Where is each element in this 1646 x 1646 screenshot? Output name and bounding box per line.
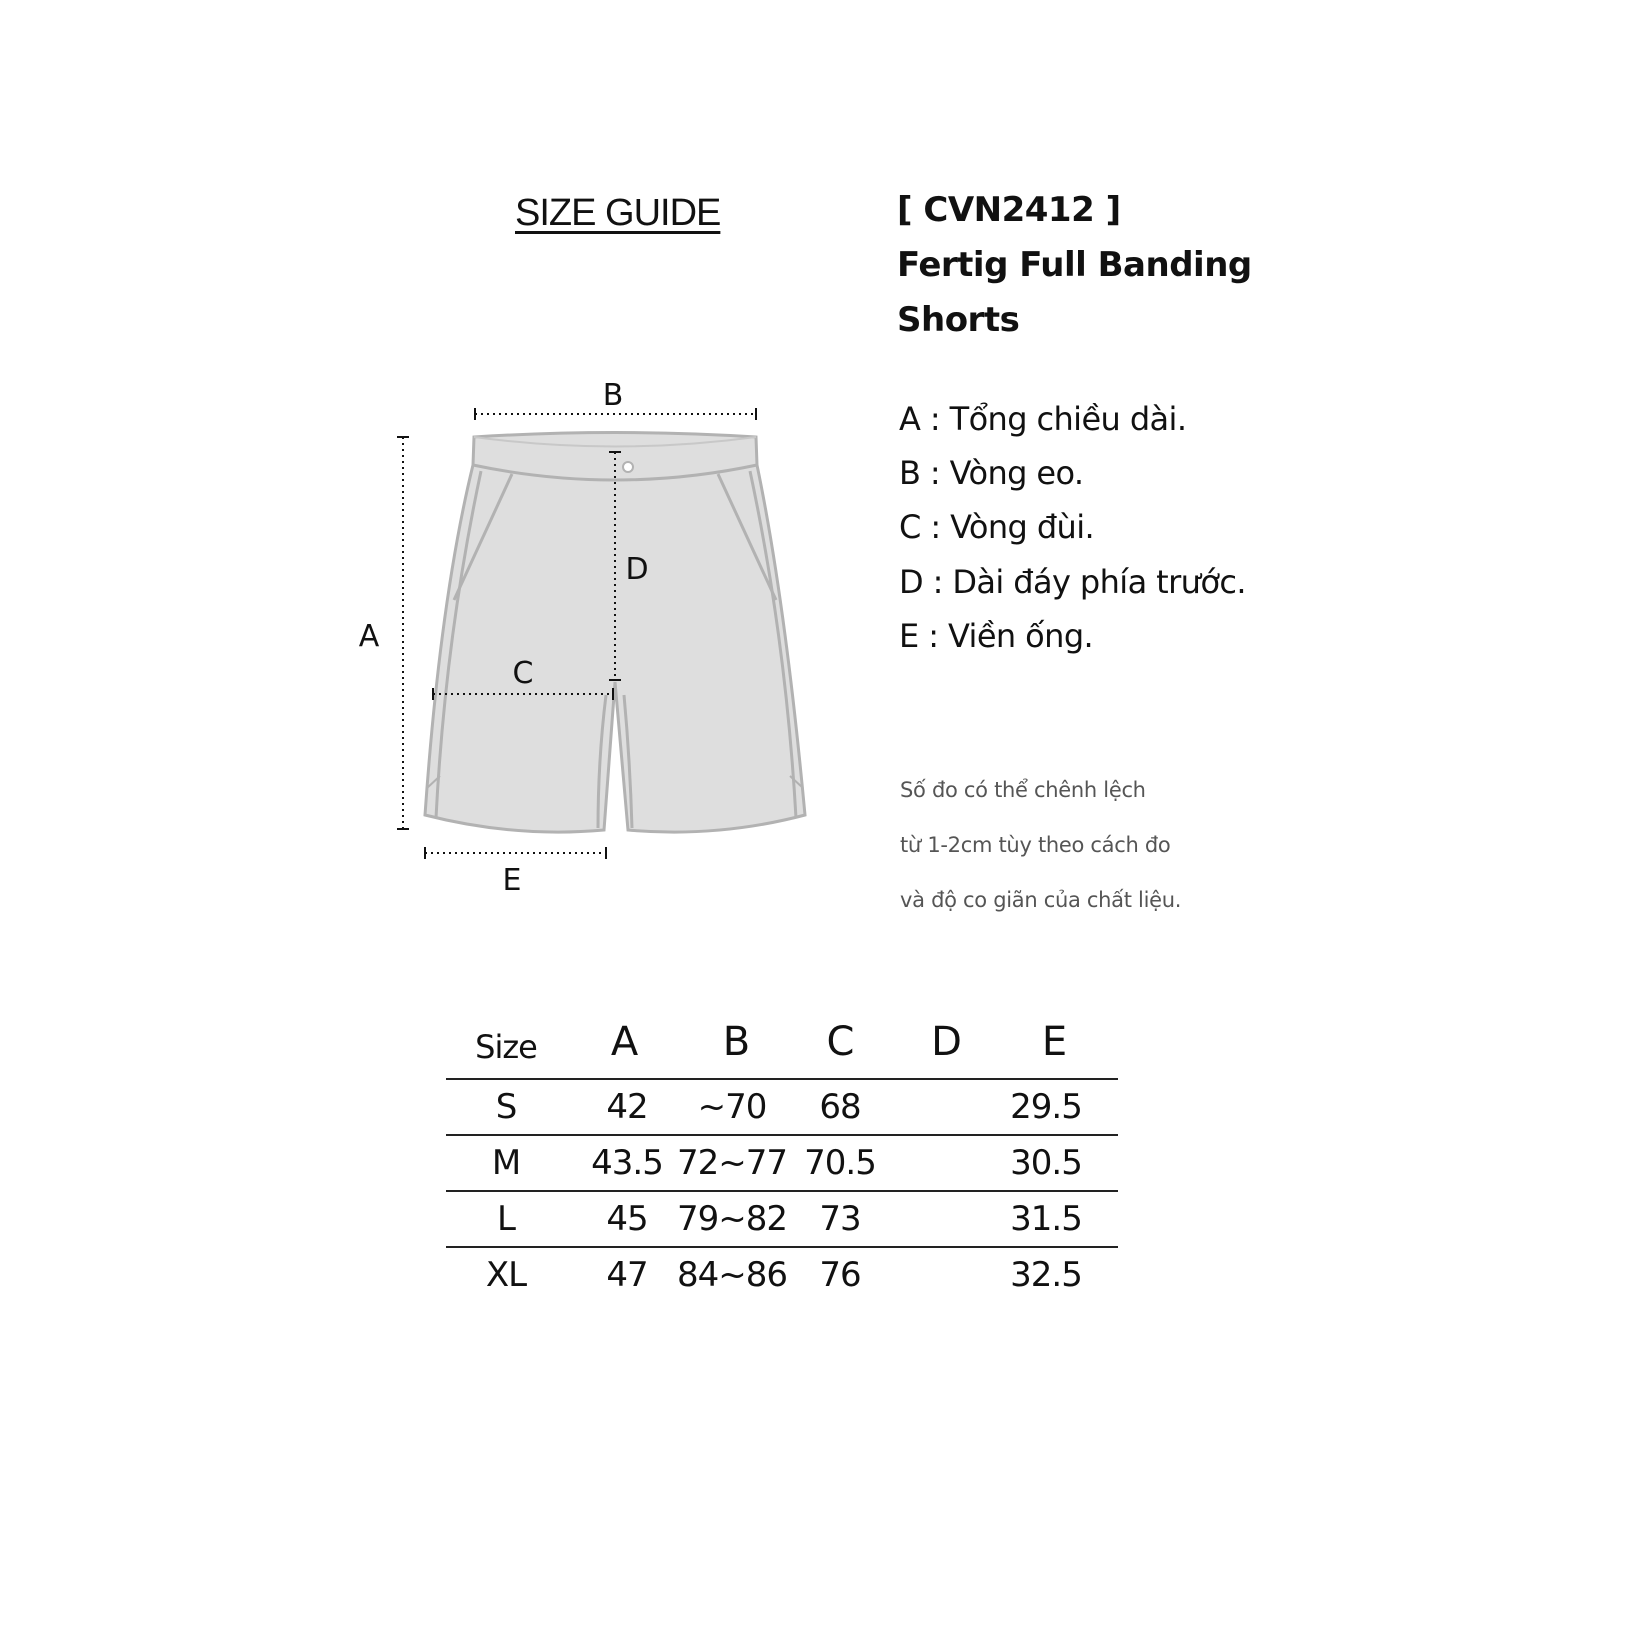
cell-c: 70.5 <box>804 1143 876 1183</box>
button-icon <box>623 462 633 472</box>
cell-b: 79~82 <box>676 1199 788 1239</box>
cell-e: 30.5 <box>1010 1143 1082 1183</box>
cell-a: 45 <box>606 1199 648 1239</box>
label-a: A <box>358 619 380 654</box>
note-line-2: từ 1-2cm tùy theo cách đo <box>900 833 1171 857</box>
cell-c: 68 <box>819 1087 861 1127</box>
label-b: B <box>602 378 624 413</box>
cell-a: 47 <box>606 1255 648 1295</box>
header-d: D <box>931 1019 961 1065</box>
table-row <box>446 1080 1118 1136</box>
cell-b: 84~86 <box>676 1255 788 1295</box>
cell-a: 43.5 <box>591 1143 663 1183</box>
table-row <box>446 1192 1118 1248</box>
cell-b: ~70 <box>697 1087 767 1127</box>
legend-c: C : Vòng đùi. <box>899 508 1095 546</box>
header-a: A <box>610 1019 638 1065</box>
header-b: B <box>722 1019 750 1065</box>
product-name-line-1: Fertig Full Banding <box>897 245 1252 285</box>
cell-size: M <box>491 1143 521 1183</box>
cell-c: 73 <box>819 1199 861 1239</box>
product-name-line-2: Shorts <box>897 300 1020 340</box>
label-d: D <box>625 552 649 587</box>
cell-e: 32.5 <box>1010 1255 1082 1295</box>
note-line-3: và độ co giãn của chất liệu. <box>900 888 1182 912</box>
label-c: C <box>512 656 534 691</box>
legend-a: A : Tổng chiều dài. <box>899 400 1187 438</box>
product-code: [ CVN2412 ] <box>897 190 1121 230</box>
size-table <box>446 1012 1118 1302</box>
cell-size: XL <box>485 1255 527 1295</box>
cell-e: 31.5 <box>1010 1199 1082 1239</box>
shorts-diagram <box>340 360 820 905</box>
table-row <box>446 1248 1118 1302</box>
table-row <box>446 1136 1118 1192</box>
legend-e: E : Viền ống. <box>899 617 1094 655</box>
cell-size: L <box>497 1199 515 1239</box>
cell-a: 42 <box>606 1087 648 1127</box>
note-line-1: Số đo có thể chênh lệch <box>900 778 1146 802</box>
legend-d: D : Dài đáy phía trước. <box>899 563 1246 601</box>
label-e: E <box>502 863 522 898</box>
table-header-row <box>446 1012 1118 1080</box>
cell-b: 72~77 <box>676 1143 788 1183</box>
cell-c: 76 <box>819 1255 861 1295</box>
size-guide-title: SIZE GUIDE <box>515 192 721 234</box>
header-c: C <box>826 1019 854 1065</box>
cell-size: S <box>495 1087 517 1127</box>
header-e: E <box>1041 1019 1067 1065</box>
header-size: Size <box>475 1028 537 1066</box>
legend-b: B : Vòng eo. <box>899 454 1084 492</box>
cell-e: 29.5 <box>1010 1087 1082 1127</box>
